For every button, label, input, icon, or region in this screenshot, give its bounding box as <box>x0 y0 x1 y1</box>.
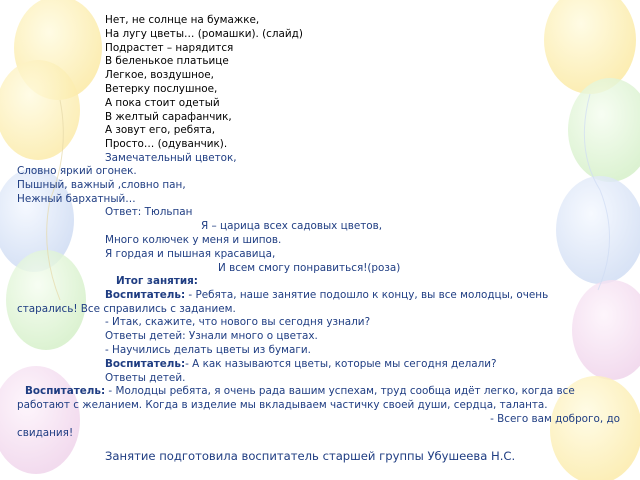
poem-line: А пока стоит одетый <box>105 97 220 109</box>
answer-line: - Научились делать цветы из бумаги. <box>105 344 311 356</box>
riddle-line: Словно яркий огонек. <box>17 165 137 177</box>
teacher-label: Воспитатель: <box>105 289 186 301</box>
riddle-line: Нежный бархатный… <box>17 193 136 205</box>
farewell-line: - Всего вам доброго, до <box>490 413 620 425</box>
poem-line: В желтый сарафанчик, <box>105 111 232 123</box>
poem-line: Ветерку послушное, <box>105 83 218 95</box>
rose-line: И всем смогу понравиться!(роза) <box>218 262 401 274</box>
teacher-label: Воспитатель: <box>25 385 106 397</box>
teacher-line-cont: старались! Все справились с заданием. <box>17 303 236 315</box>
children-answer: Ответы детей. <box>105 372 186 384</box>
riddle-answer: Ответ: Тюльпан <box>105 206 193 218</box>
teacher-text: - Ребята, наше занятие подошло к концу, вы все молодцы, очень <box>185 289 549 301</box>
poem-line: На лугу цветы… (ромашки). (слайд) <box>105 28 303 40</box>
teacher-label: Воспитатель: <box>105 358 186 370</box>
teacher-text: - А как называются цветы, которые мы сегодня делали? <box>185 358 497 370</box>
teacher-line <box>25 385 575 399</box>
poem-line: Легкое, воздушное, <box>105 69 214 81</box>
children-answer: Ответы детей: Узнали много о цветах. <box>105 330 318 342</box>
poem-line: Подрастет – нарядится <box>105 42 234 54</box>
farewell-line-cont: свидания! <box>17 427 74 439</box>
poem-line: А зовут его, ребята, <box>105 124 216 136</box>
footer-credit: Занятие подготовила воспитатель старшей группы Убушеева Н.С. <box>105 449 516 463</box>
teacher-line-cont: работают с желанием. Когда в изделие мы вкладываем частичку своей души, сердца, таланта. <box>17 399 548 411</box>
rose-line: Я – царица всех садовых цветов, <box>201 220 383 232</box>
rose-line: Я гордая и пышная красавица, <box>105 248 276 260</box>
question-line: - Итак, скажите, что нового вы сегодня узнали? <box>105 316 371 328</box>
riddle-line: Пышный, важный ,словно пан, <box>17 179 186 191</box>
teacher-line <box>105 289 548 303</box>
rose-line: Много колючек у меня и шипов. <box>105 234 282 246</box>
poem-line: В беленькое платьице <box>105 55 229 67</box>
teacher-line <box>105 358 497 372</box>
summary-heading: Итог занятия: <box>116 275 198 287</box>
poem-line: Просто… (одуванчик). <box>105 138 228 150</box>
teacher-text: - Молодцы ребята, я очень рада вашим успехам, труд сообща идёт легко, когда все <box>105 385 575 397</box>
riddle-line: Замечательный цветок, <box>105 152 237 164</box>
poem-line: Нет, не солнце на бумажке, <box>105 14 260 26</box>
